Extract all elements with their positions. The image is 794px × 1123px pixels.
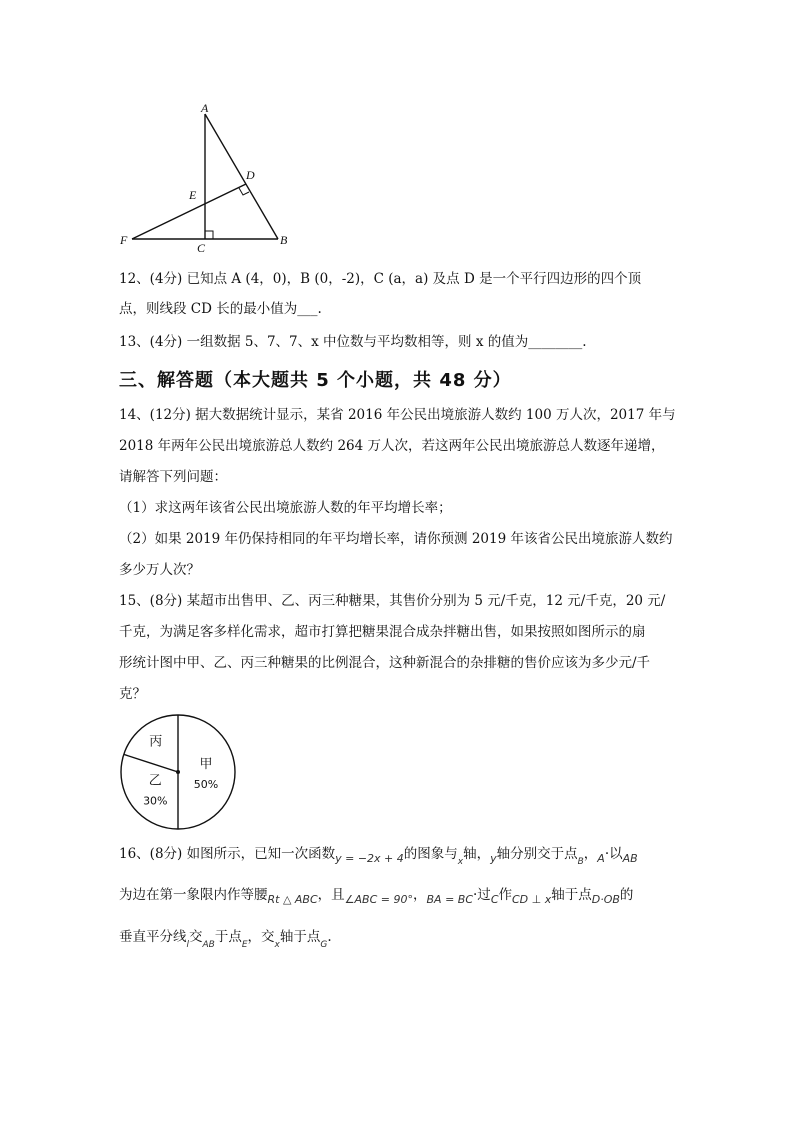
q16-math: C (490, 893, 499, 906)
q14-line3: 请解答下列问题： (119, 469, 227, 485)
pie-center-dot (176, 770, 180, 774)
q14-part2-line2: 多少万人次？ (119, 562, 200, 578)
q13-line1: 13、(4分) 一组数据 5、7、7、x 中位数与平均数相等，则 x 的值为________. (119, 334, 587, 350)
label-F: F (120, 233, 128, 247)
q16-math: D·OB (591, 893, 620, 906)
label-E: E (189, 188, 197, 202)
right-angle-mark-D (239, 188, 249, 195)
q15-line4: 克？ (119, 686, 146, 702)
right-angle-mark-C (205, 231, 213, 239)
q16-text: 于点 (214, 929, 242, 945)
q16-math: AB (202, 940, 215, 950)
q16-text: ·以 (604, 846, 623, 862)
q15-line2: 千克，为满足客多样化需求，超市打算把糖果混合成杂拌糖出售，如果按照如图所示的扇 (119, 624, 646, 640)
q14-part2-line1: （2）如果 2019 年仍保持相同的年平均增长率，请你预测 2019 年该省公民出境旅游人数约 (119, 531, 673, 547)
q16-text: 的 (619, 887, 634, 903)
q14-line2: 2018 年两年公民出境旅游总人数约 264 万人次，若这两年公民出境旅游总人数逐年递增， (119, 438, 665, 454)
q15-line1: 15、(8分) 某超市出售甲、乙、丙三种糖果，其售价分别为 5 元/千克，12 元/千克，20 元/ (119, 593, 666, 609)
q16-formula: y = −2x + 4 (335, 852, 404, 865)
q16-text: 的图象与 (403, 846, 458, 862)
q16-text: 轴分别交于点 (496, 846, 578, 862)
pie-slice-label: 乙 (148, 773, 162, 789)
triangle-figure (110, 100, 310, 255)
q14-part1: （1）求这两年该省公民出境旅游人数的年平均增长率； (119, 500, 452, 516)
q16-text: ，且 (317, 887, 345, 903)
label-B: B (280, 233, 288, 247)
q16-math: A (597, 852, 605, 865)
label-D: D (246, 168, 255, 182)
q16-text: 为边在第一象限内作等腰 (119, 887, 268, 903)
q16-math: E (241, 940, 248, 950)
q15-line3: 形统计图中甲、乙、丙三种糖果的比例混合，这种新混合的杂排糖的售价应该为多少元/千 (119, 655, 651, 671)
q16-text: 轴， (463, 846, 491, 862)
q14-line1: 14、(12分) 据大数据统计显示，某省 2016 年公民出境旅游人数约 100 万人次，2017 年与 (119, 407, 676, 423)
pie-svg (118, 712, 240, 834)
pie-slice-percent: 30% (143, 794, 168, 808)
q16-math: l (186, 940, 190, 950)
q16-math: BA = BC (426, 893, 474, 906)
pie-slice-label: 甲 (199, 757, 213, 772)
q16-math: CD ⊥ x (512, 893, 552, 906)
label-A: A (201, 101, 209, 115)
q16-text: 轴于点 (551, 887, 592, 903)
segment-AB (205, 114, 278, 239)
q16-math: y (490, 852, 497, 865)
q12-line1: 12、(4分) 已知点 A (4，0)，B (0，-2)，C (a，a) 及点 D 是一个平行四边形的四个顶 (119, 271, 642, 287)
pie-chart (118, 712, 240, 834)
q16-line1 (119, 845, 679, 871)
q16-text: ， (413, 887, 427, 903)
q16-math: x (457, 857, 464, 867)
q16-text: . (327, 929, 332, 945)
q16-math: AB (622, 852, 638, 865)
q16-text: ·过 (473, 887, 491, 903)
pie-slice-label: 丙 (149, 734, 163, 750)
q12-line2: 点，则线段 CD 长的最小值为___. (119, 301, 322, 317)
q16-text: 轴于点 (279, 929, 321, 945)
q16-text: 交 (189, 929, 203, 945)
q16-text: 作 (498, 887, 512, 903)
triangle-svg (110, 100, 310, 255)
q16-text: 16、(8分) 如图所示，已知一次函数 (119, 846, 336, 862)
q16-math: x (274, 940, 280, 950)
q16-line2 (119, 886, 679, 909)
q16-math: Rt △ ABC (267, 893, 318, 906)
q16-text: ，交 (247, 929, 275, 945)
label-C: C (197, 241, 206, 255)
q16-math: ∠ABC = 90° (344, 893, 413, 906)
q16-line3 (119, 928, 679, 954)
section-heading: 三、解答题（本大题共 5 个小题，共 48 分） (119, 370, 512, 391)
q16-text: 垂直平分线 (119, 929, 187, 945)
q16-math: G (320, 940, 328, 950)
pie-slice-percent: 50% (193, 778, 219, 791)
q16-math: B (577, 857, 584, 867)
q16-text: ， (583, 846, 598, 862)
